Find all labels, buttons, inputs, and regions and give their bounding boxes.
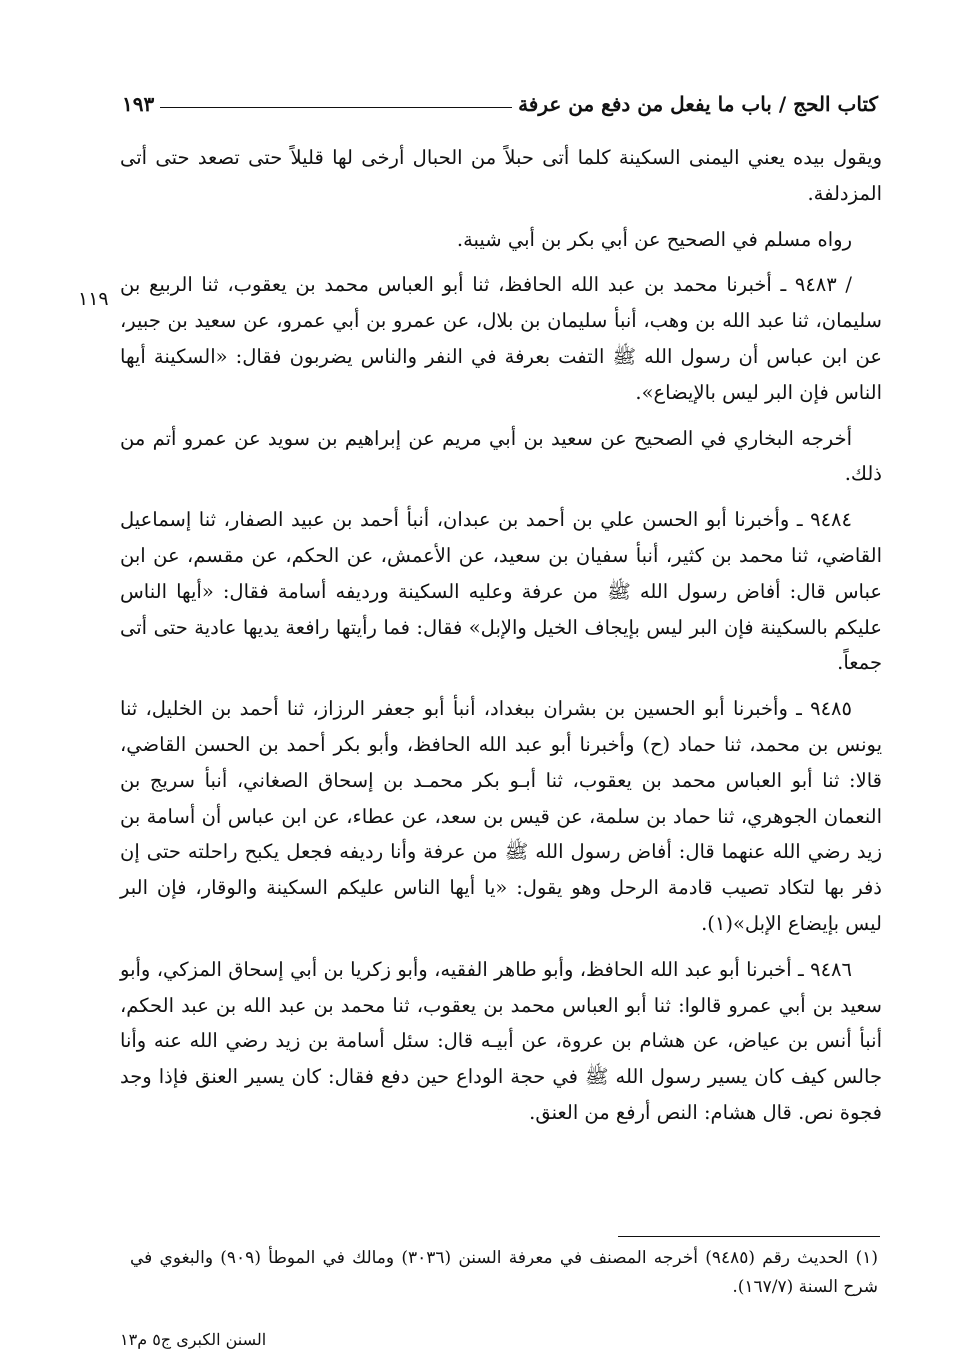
footnote: (١) الحديث رقم (٩٤٨٥) أخرجه المصنف في معرفة السنن (٣٠٣٦) ومالك في الموطأ (٩٠٩) والبغوي في شرح السنة (١٦٧/٧). bbox=[130, 1248, 878, 1297]
paragraph-continuation: ويقول بيده يعني اليمنى السكينة كلما أتى حبلاً من الحبال أرخى لها قليلاً حتى تصعد حتى أتى المزدلفة. bbox=[120, 146, 882, 205]
hadith-9485: ٩٤٨٥ ـ وأخبرنا أبو الحسين بن بشران ببغداد، أنبأ أبو جعفر الرزاز، ثنا أحمد بن الخليل، ثنا يونس بن محمد، ثنا حماد (ح) وأخبرنا أبو عبد الله الحافظ، وأبو بكر أحمد بن الحسن القاضي، قالا: ثنا أبو العباس محمد بن يعقوب، ثنا أبـو بكر محمـد بن إسحاق الصغاني، أنبأ سريج بن النعمان الجوهري، ثنا حماد بن سلمة، عن قيس بن سعد، عن عطاء، عن ابن عباس أن أسامة بن زيد رضي الله عنهما قال: أفاض رسول الله ﷺ من عرفة وأنا رديفه فجعل يكبح راحلته حتى إن ذفر بها لتكاد تصيب قادمة الرحل وهو يقول: «يا أيها الناس عليكم السكينة والوقار، فإن البر ليس بإيضاع الإبل»(١). bbox=[120, 697, 882, 935]
paragraph-takhrij: أخرجه البخاري في الصحيح عن سعيد بن أبي مريم عن إبراهيم بن سويد عن عمرو أتم من ذلك. bbox=[120, 426, 882, 486]
hadith-9484: ٩٤٨٤ ـ وأخبرنا أبو الحسن علي بن أحمد بن عبدان، أنبأ أحمد بن عبيد الصفار، ثنا إسماعيل القاضي، ثنا محمد بن كثير، أنبأ سفيان بن سعيد، عن الأعمش، عن الحكم، عن مقسم، عن ابن عباس قال: أفاض رسول الله ﷺ من عرفة وعليه السكينة ورديفه أسامة فقال: «أيها الناس عليكم بالسكينة فإن البر ليس بإيجاف الخيل والإبل» فقال: فما رأيتها رافعة يديها عادية حتى أتى جمعاً. bbox=[120, 508, 882, 675]
page-number: ١٩٣ bbox=[122, 92, 155, 116]
header-rule bbox=[160, 107, 512, 108]
paragraph-citation: رواه مسلم في الصحيح عن أبي بكر بن أبي شيبة. bbox=[456, 227, 852, 251]
hadith-9486: ٩٤٨٦ ـ أخبرنا أبو عبد الله الحافظ، وأبو طاهر الفقيه، وأبو زكريا بن أبي إسحاق المزكي، وأبو سعيد بن أبي عمرو قالوا: ثنا أبو العباس محمد بن يعقوب، ثنا محمد بن عبد الله بن عبد الحكم، أنبأ أنس بن عياض، عن هشام بن عروة، عن أبيـه قال: سئل أسامة بن زيد رضي الله عنه وأنا جالس كيف كان يسير رسول الله ﷺ في حجة الوداع حين دفع فقال: كان يسير العنق فإذا وجد فجوة نص. قال هشام: النص أرفع من العنق. bbox=[120, 957, 882, 1124]
hadith-9483: / ٩٤٨٣ ـ أخبرنا محمد بن عبد الله الحافظ، ثنا أبو العباس محمد بن يعقوب، ثنا الربيع بن سليمان، ثنا عبد الله بن وهب، أنبأ سليمان بن بلال، عن عمرو بن أبي عمرو، عن سعيد بن جبير، عن ابن عباس أن رسول الله ﷺ التفت بعرفة في النفر والناس يضربون فقال: «السكينة أيها الناس فإن البر ليس بالإيضاع». bbox=[120, 273, 882, 404]
volume-signature: السنن الكبرى ج٥ م١٣ bbox=[120, 1330, 267, 1349]
footnote-rule bbox=[618, 1236, 880, 1237]
running-header bbox=[122, 82, 878, 122]
main-text bbox=[120, 140, 882, 1141]
chapter-title: كتاب الحج / باب ما يفعل من دفع من عرفة bbox=[518, 92, 878, 116]
margin-page-reference: ١١٩ bbox=[78, 288, 109, 310]
